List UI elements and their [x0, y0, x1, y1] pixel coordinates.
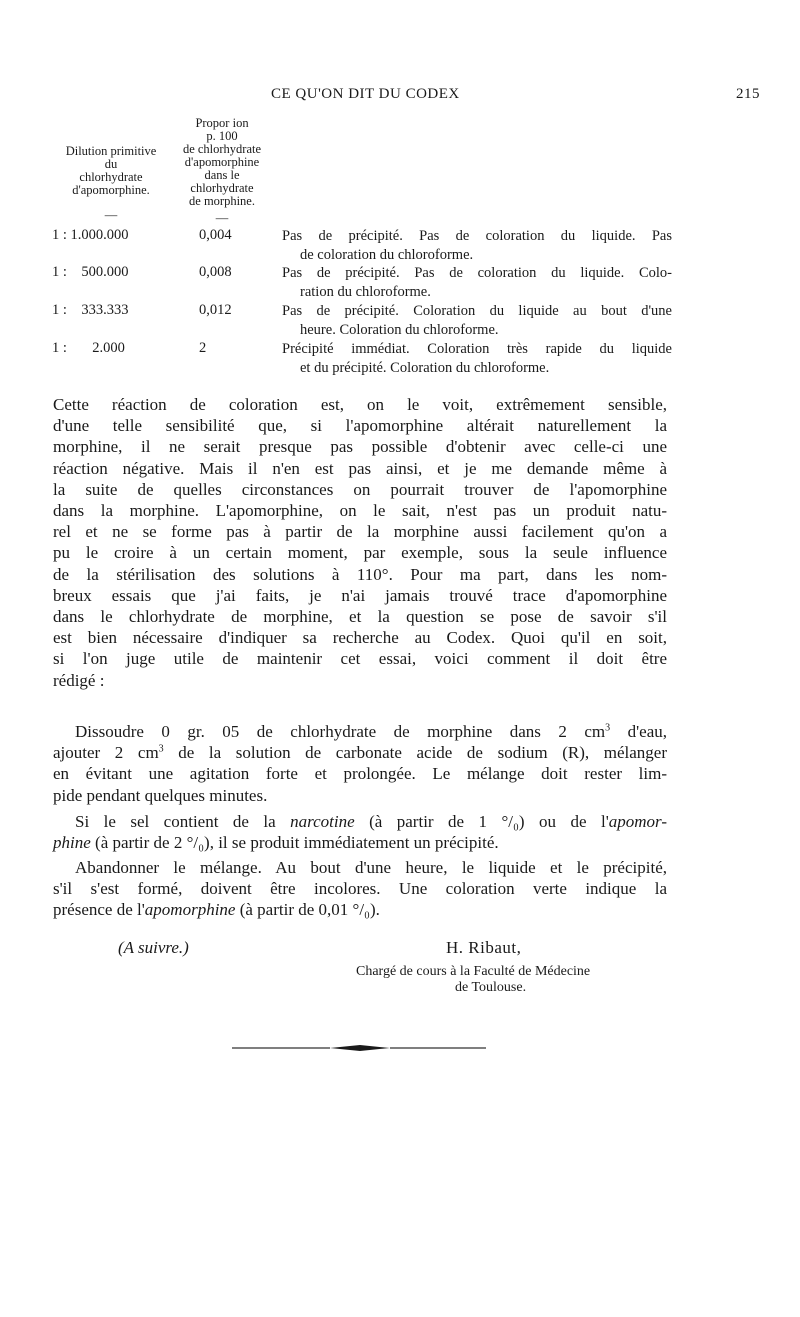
- table-row: [52, 264, 672, 304]
- col2-header-line: chlorhydrate: [190, 181, 254, 195]
- text-line: Cette réaction de coloration est, on le voit, extrêmement sensible,: [53, 395, 667, 414]
- col2-header-line: de morphine.: [189, 194, 255, 208]
- running-head: [0, 86, 800, 108]
- text-line: morphine, il ne serait presque pas possible d'obtenir avec celle-ci une: [53, 437, 667, 457]
- observation-line: Pas de précipité. Pas de coloration du liquide. Pas: [282, 228, 672, 244]
- text-run: présence de l': [53, 900, 145, 920]
- table-row: [52, 227, 672, 267]
- text-line: réaction négative. Mais il n'en est pas ainsi, et je me demande même à: [53, 458, 667, 478]
- text-line: s'il s'est formé, doivent être incolores. Une coloration verte indique la: [53, 879, 667, 899]
- text-run: d'eau,: [610, 722, 667, 741]
- italic-term: apomorphine: [144, 900, 236, 920]
- text-line: [53, 811, 667, 832]
- text-run: de la solution de carbonate acide de sodium (R), mélanger: [163, 743, 667, 763]
- text-line: [53, 899, 667, 920]
- superscript: 3: [605, 722, 611, 734]
- page-number: 215: [736, 86, 760, 102]
- observation-line: de coloration du chloroforme.: [300, 247, 474, 263]
- ornament-divider-icon: [230, 1040, 490, 1056]
- col1-header-line: du: [104, 157, 118, 171]
- text-line: pu le croire à un certain moment, par exemple, sous la seule influence: [53, 543, 667, 563]
- text-line: pide pendant quelques minutes.: [53, 785, 268, 805]
- text-line: Abandonner le mélange. Au bout d'une heure, le liquide et le précipité,: [75, 858, 667, 877]
- proportion-value: 0,004: [199, 227, 232, 243]
- dilution-ratio: 1 : 333.333: [52, 302, 129, 318]
- col2-header-line: d'apomorphine: [184, 155, 260, 169]
- observation-line: Pas de précipité. Pas de coloration du liquide. Colo-: [282, 265, 672, 281]
- italic-term: apomor-: [608, 812, 667, 831]
- text-line: [53, 832, 667, 853]
- text-line: [53, 721, 667, 742]
- table-row: [52, 302, 672, 342]
- text-run: (à partir de 1 °/₀) ou de l': [354, 812, 609, 831]
- dilution-ratio: 1 : 1.000.000: [52, 227, 129, 243]
- observation-line: et du précipité. Coloration du chloroforme.: [300, 360, 550, 376]
- running-title: CE QU'ON DIT DU CODEX: [271, 86, 460, 102]
- observation: [282, 302, 672, 340]
- col1-header-line: Dilution primitive: [65, 144, 157, 158]
- text-run: (à partir de 2 °/₀), il se produit immédiatement un précipité.: [90, 833, 499, 853]
- observation-line: Pas de précipité. Coloration du liquide au bout d'une: [282, 303, 672, 319]
- paragraph-procedure: [53, 721, 667, 806]
- text-line: d'une telle sensibilité que, si l'apomorphine altérait naturellement la: [53, 416, 667, 436]
- text-line: de la stérilisation des solutions à 110°. Pour ma part, dans les nom-: [53, 564, 667, 584]
- observation-line: heure. Coloration du chloroforme.: [300, 322, 499, 338]
- text-run: ajouter 2 cm: [53, 743, 159, 763]
- proportion-value: 0,012: [199, 302, 232, 318]
- text-line: [53, 742, 667, 763]
- text-line: en évitant une agitation forte et prolongée. Le mélange doit rester lim-: [53, 764, 667, 784]
- dilution-ratio: 1 : 2.000: [52, 340, 125, 356]
- author-name: H. Ribaut,: [446, 938, 522, 957]
- to-be-continued: (A suivre.): [118, 938, 189, 957]
- paragraph-abandon: [53, 857, 667, 921]
- col1-header-line: chlorhydrate: [79, 170, 143, 184]
- col1-header-line: d'apomorphine.: [72, 183, 150, 197]
- observation: [282, 227, 672, 265]
- superscript: 3: [158, 743, 164, 755]
- observation-line: ration du chloroforme.: [300, 284, 431, 300]
- col2-header-dash: —: [215, 211, 229, 225]
- text-line: la suite de quelles circonstances on pourrait trouver de l'apomorphine: [53, 479, 667, 499]
- paragraph-narcotine: [53, 811, 667, 853]
- author-affiliation: Chargé de cours à la Faculté de Médecine: [356, 964, 591, 979]
- column-header-proportion: [170, 117, 274, 225]
- text-line: est bien nécessaire d'indiquer sa recherche au Codex. Quoi qu'il en soit,: [53, 628, 667, 648]
- proportion-value: 0,008: [199, 264, 232, 280]
- author-affiliation: de Toulouse.: [455, 980, 527, 995]
- text-run: Dissoudre 0 gr. 05 de chlorhydrate de morphine dans 2 cm: [75, 722, 606, 741]
- dilution-ratio: 1 : 500.000: [52, 264, 129, 280]
- col2-header-line: Propor ion: [195, 116, 249, 130]
- column-header-dilution: [52, 145, 170, 222]
- text-line: breux essais que j'ai faits, je n'ai jamais trouvé trace d'apomorphine: [53, 585, 667, 605]
- col1-header-dash: —: [104, 208, 118, 222]
- table-row: [52, 340, 672, 380]
- text-run: Si le sel contient de la: [75, 812, 291, 831]
- observation: [282, 340, 672, 378]
- observation-line: Précipité immédiat. Coloration très rapide du liquide: [282, 341, 672, 357]
- proportion-value: 2: [199, 340, 207, 356]
- text-line: rel et ne se forme pas à partir de la morphine aussi facilement qu'on a: [53, 522, 667, 542]
- observation: [282, 264, 672, 302]
- text-run: (à partir de 0,01 °/₀).: [235, 900, 380, 920]
- italic-term: narcotine: [290, 812, 355, 831]
- col2-header-line: de chlorhydrate: [182, 142, 262, 156]
- text-line: rédigé :: [53, 670, 105, 690]
- text-line: si l'on juge utile de maintenir cet essai, voici comment il doit être: [53, 649, 667, 669]
- text-line: dans le chlorhydrate de morphine, et la question se pose de savoir s'il: [53, 607, 667, 627]
- italic-term: phine: [53, 833, 91, 853]
- col2-header-line: p. 100: [206, 129, 238, 143]
- paragraph-sensitivity: [53, 394, 667, 691]
- col2-header-line: dans le: [204, 168, 240, 182]
- text-line: dans la morphine. L'apomorphine, on le sait, n'est pas un produit natu-: [53, 501, 667, 521]
